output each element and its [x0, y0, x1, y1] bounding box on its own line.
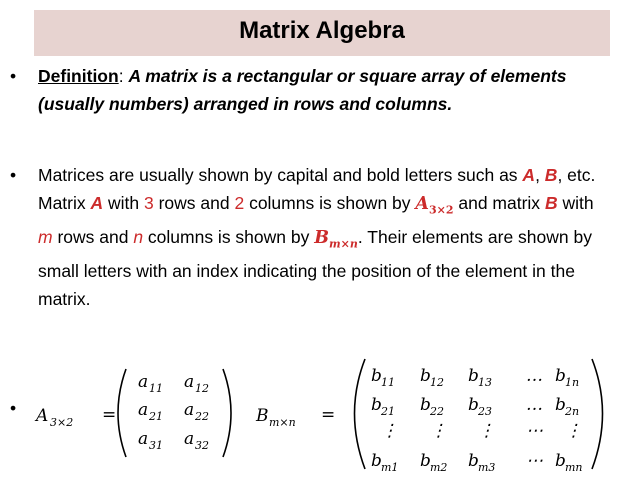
- entry-index: 22: [195, 410, 209, 423]
- entry-letter: a: [184, 372, 195, 392]
- matrix-A-name: A: [36, 406, 49, 426]
- entry-letter: b: [420, 451, 431, 471]
- entry-index: mn: [565, 461, 583, 474]
- entry-index: 2n: [565, 405, 580, 418]
- entry-letter: a: [184, 400, 195, 420]
- text-run: rows and: [153, 192, 235, 213]
- matrix-B-entry: [478, 421, 495, 441]
- matrix-B-entry: [371, 366, 395, 389]
- matrix-B-entry: [371, 451, 398, 474]
- matrix-A-subscript: 3×2: [50, 416, 74, 429]
- matrix-B-entry: [526, 366, 543, 386]
- entry-letter: b: [371, 451, 382, 471]
- entry-letter: a: [138, 400, 149, 420]
- matrix-B-entry: [420, 451, 447, 474]
- matrix-B-entry: [526, 421, 543, 441]
- equals-sign: =: [102, 405, 117, 425]
- rows-count: 3: [144, 192, 154, 213]
- entry-index: 22: [430, 405, 444, 418]
- entry-index: 11: [381, 376, 395, 389]
- right-paren: [223, 369, 231, 457]
- bullet-dot: •: [10, 398, 17, 418]
- ellipsis: ⋮: [430, 421, 447, 441]
- matrix-A-subscript: 3×2: [428, 203, 454, 217]
- matrix-B-entry: [381, 421, 398, 441]
- definition-label: Definition: [38, 66, 119, 86]
- matrix-B-subscript: m×n: [329, 237, 358, 251]
- entry-letter: b: [371, 366, 382, 386]
- matrix-B-cells: [371, 366, 583, 474]
- letter-B: B: [544, 192, 558, 213]
- matrix-A-symbol: A: [415, 193, 429, 214]
- text-run: columns is shown by: [244, 192, 416, 213]
- entry-letter: b: [420, 366, 431, 386]
- text-run: with: [103, 192, 144, 213]
- matrix-A-cells: [138, 372, 209, 452]
- entry-index: 1n: [565, 376, 580, 389]
- entry-index: m2: [430, 461, 448, 474]
- entry-index: m3: [478, 461, 496, 474]
- matrix-B-entry: [526, 395, 543, 415]
- text-run: , etc. Matrix: [38, 165, 596, 213]
- slide-title: Matrix Algebra: [239, 17, 405, 44]
- entry-letter: b: [468, 395, 479, 415]
- entry-index: 12: [195, 382, 209, 395]
- right-paren: [592, 359, 603, 469]
- ellipsis: ⋮: [381, 421, 398, 441]
- entry-letter: a: [138, 372, 149, 392]
- definition-body: A matrix is a rectangular or square array of elements (usually numbers) arranged in rows and columns.: [38, 66, 567, 114]
- entry-letter: a: [184, 429, 195, 449]
- entry-letter: b: [371, 395, 382, 415]
- entry-letter: b: [555, 395, 566, 415]
- matrix-B-entry: [565, 421, 582, 441]
- entry-letter: b: [420, 395, 431, 415]
- rows-m: m: [38, 227, 53, 248]
- matrix-A-entry: [138, 372, 163, 395]
- bullet-dot: •: [10, 165, 17, 185]
- entry-index: 32: [195, 439, 209, 452]
- entry-index: 11: [149, 382, 163, 395]
- letter-A: A: [90, 192, 104, 213]
- matrix-B-entry: [555, 451, 583, 474]
- letter-A: A: [522, 165, 536, 185]
- ellipsis: ⋯: [526, 451, 543, 471]
- definition-colon: :: [118, 66, 124, 86]
- matrix-B-entry: [555, 395, 579, 418]
- text-run: rows and: [52, 227, 134, 248]
- matrix-B-entry: [420, 395, 444, 418]
- matrix-A-entry: [184, 372, 209, 395]
- ellipsis: ⋮: [565, 421, 582, 441]
- definition-text: [38, 63, 600, 119]
- ellipsis: …: [526, 366, 543, 386]
- title-bar: [34, 10, 610, 56]
- entry-letter: b: [468, 451, 479, 471]
- matrix-B-entry: [555, 366, 579, 389]
- text-run: with: [557, 192, 594, 213]
- entry-index: 23: [478, 405, 492, 418]
- matrices-text: [38, 162, 600, 314]
- matrix-A-entry: [184, 429, 209, 452]
- matrix-B-entry: [468, 395, 492, 418]
- matrix-B-entry: [430, 421, 447, 441]
- matrix-B-entry: [468, 366, 492, 389]
- letter-B: B: [544, 165, 558, 185]
- matrix-formula: [10, 355, 630, 475]
- matrices-bullet: [10, 162, 600, 314]
- matrix-A-entry: [138, 400, 163, 423]
- entry-letter: b: [555, 366, 566, 386]
- entry-letter: b: [468, 366, 479, 386]
- matrix-B-entry: [420, 366, 444, 389]
- text-run: Matrices are usually shown by capital and bold letters such as: [38, 165, 523, 185]
- entry-index: m1: [381, 461, 399, 474]
- columns-n: n: [133, 227, 144, 248]
- matrix-A-entry: [138, 429, 163, 452]
- entry-index: 31: [149, 439, 163, 452]
- bullet-dot: •: [10, 66, 17, 86]
- ellipsis: ⋮: [478, 421, 495, 441]
- entry-index: 21: [381, 405, 395, 418]
- matrix-B-name: B: [256, 406, 269, 426]
- equals-sign: =: [321, 405, 336, 425]
- text-run: and matrix: [453, 192, 545, 213]
- matrix-B-entry: [468, 451, 495, 474]
- entry-index: 13: [478, 376, 492, 389]
- left-paren: [355, 359, 366, 469]
- entry-index: 12: [430, 376, 444, 389]
- text-run: columns is shown by: [143, 227, 315, 248]
- matrix-A-entry: [184, 400, 209, 423]
- entry-letter: a: [138, 429, 149, 449]
- text-run: ,: [535, 165, 545, 185]
- matrix-equations: [10, 355, 630, 475]
- definition-bullet: [10, 63, 600, 119]
- text-run: . Their elements are shown by small letters with an index indicating the position of the element in the matrix.: [38, 227, 592, 310]
- columns-count: 2: [234, 192, 245, 213]
- matrix-B-subscript: m×n: [269, 416, 296, 429]
- entry-index: 21: [149, 410, 163, 423]
- matrix-B-entry: [371, 395, 395, 418]
- entry-letter: b: [555, 451, 566, 471]
- ellipsis: …: [526, 395, 543, 415]
- left-paren: [118, 369, 126, 457]
- matrix-B-entry: [526, 451, 543, 471]
- matrix-B-symbol: B: [314, 228, 330, 249]
- ellipsis: ⋯: [526, 421, 543, 441]
